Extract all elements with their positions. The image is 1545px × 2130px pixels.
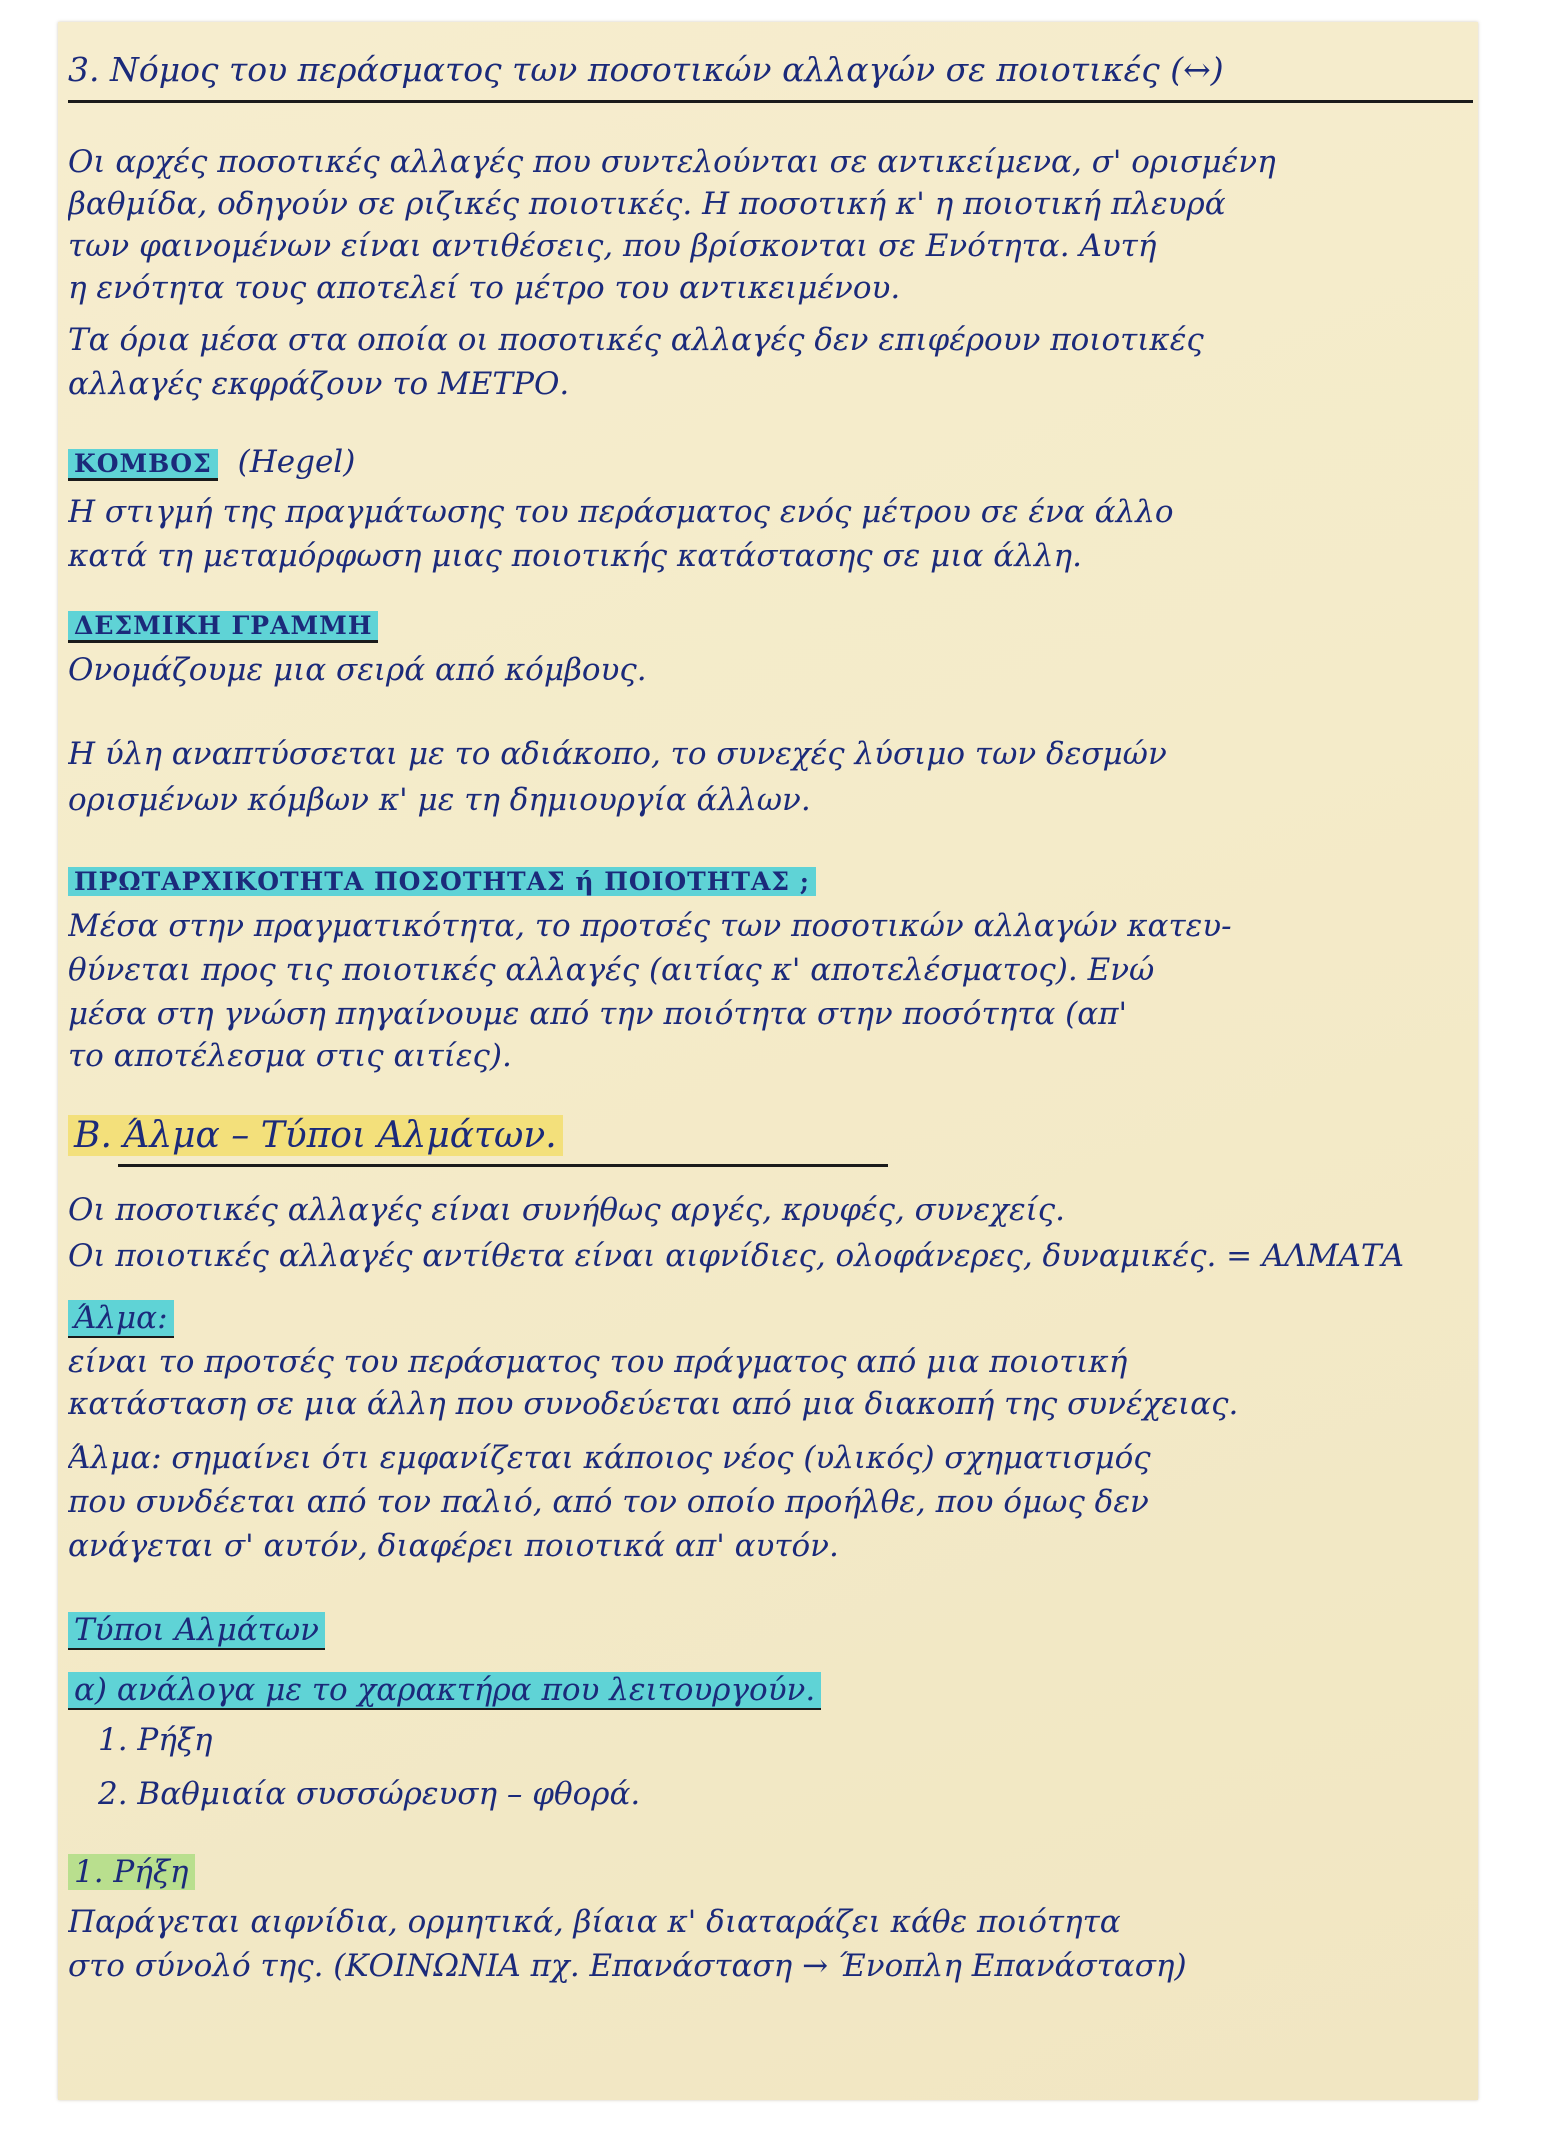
protarx-label: ΠΡΩΤΑΡΧΙΚΟΤΗΤΑ ΠΟΣΟΤΗΤΑΣ ή ΠΟΙΟΤΗΤΑΣ ; <box>68 867 816 896</box>
kombos-line-2: κατά τη μεταμόρφωση μιας ποιοτικής κατάστασης σε μια άλλη. <box>68 538 1082 574</box>
kombos-heading <box>68 442 1464 484</box>
rixi-line-1: Παράγεται αιφνίδια, ορμητικά, βίαια κ' διαταράζει κάθε ποιότητα <box>68 1904 1121 1940</box>
alma-line-1: είναι το προτσές του περάσματος του πράγματος από μια ποιοτική <box>68 1344 1128 1380</box>
desmiki-extra-line-2: ορισμένων κόμβων κ' με τη δημιουργία άλλων. <box>68 782 811 818</box>
rixi-label: 1. Ρήξη <box>68 1854 195 1890</box>
desmiki-heading <box>68 604 1464 646</box>
notebook-page <box>58 22 1478 2100</box>
kombos-note: (Hegel) <box>237 444 356 480</box>
section-3-line-2: βαθμίδα, οδηγούν σε ριζικές ποιοτικές. Η ποσοτική κ' η ποιοτική πλευρά <box>68 186 1226 222</box>
alma-def-line-2: που συνδέεται από τον παλιό, από τον οποίο προήλθε, που όμως δεν <box>68 1484 1149 1520</box>
alma-line-2: κατάσταση σε μια άλλη που συνοδεύεται από μια διακοπή της συνέχειας. <box>68 1386 1239 1422</box>
protarx-line-2: θύνεται προς τις ποιοτικές αλλαγές (αιτίας κ' αποτελέσματος). Ενώ <box>68 952 1155 988</box>
desmiki-line-1: Ονομάζουμε μια σειρά από κόμβους. <box>68 652 647 688</box>
types-item-1: 1. Ρήξη <box>98 1722 213 1758</box>
alma-heading <box>68 1298 1464 1338</box>
types-label: Τύποι Αλμάτων <box>68 1612 325 1650</box>
section-b-title-text: Β. Άλμα – Τύποι Αλμάτων. <box>68 1115 563 1156</box>
section-b-title <box>68 1112 1464 1160</box>
protarx-line-3: μέσα στη γνώση πηγαίνουμε από την ποιότητα στην ποσότητα (απ' <box>68 996 1128 1032</box>
types-item-2: 2. Βαθμιαία συσσώρευση – φθορά. <box>98 1776 641 1812</box>
section-3-line-3: των φαινομένων είναι αντιθέσεις, που βρίσκονται σε Ενότητα. Αυτή <box>68 228 1157 264</box>
section-3-metro-line-2: αλλαγές εκφράζουν το ΜΕΤΡΟ. <box>68 366 570 402</box>
protarx-heading <box>68 860 1464 902</box>
section-3-metro-line-1: Τα όρια μέσα στα οποία οι ποσοτικές αλλαγές δεν επιφέρουν ποιοτικές <box>68 322 1204 358</box>
desmiki-extra-line-1: Η ύλη αναπτύσσεται με το αδιάκοπο, το συνεχές λύσιμο των δεσμών <box>68 736 1167 772</box>
protarx-line-4: το αποτέλεσμα στις αιτίες). <box>68 1038 512 1074</box>
section-3-line-1: Οι αρχές ποσοτικές αλλαγές που συντελούνται σε αντικείμενα, σ' ορισμένη <box>68 144 1276 180</box>
rixi-line-2: στο σύνολό της. (ΚΟΙΝΩΝΙΑ πχ. Επανάσταση → Ένοπλη Επανάσταση) <box>68 1948 1187 1984</box>
alma-label: Άλμα: <box>68 1300 174 1338</box>
kombos-line-1: Η στιγμή της πραγμάτωσης του περάσματος ενός μέτρου σε ένα άλλο <box>68 494 1174 530</box>
types-heading <box>68 1610 1464 1650</box>
section-b-line-1: Οι ποσοτικές αλλαγές είναι συνήθως αργές, κρυφές, συνεχείς. <box>68 1192 1065 1228</box>
alma-def-line-3: ανάγεται σ' αυτόν, διαφέρει ποιοτικά απ' αυτόν. <box>68 1528 839 1564</box>
desmiki-label: ΔΕΣΜΙΚΗ ΓΡΑΜΜΗ <box>68 611 378 643</box>
types-sub: α) ανάλογα με το χαρακτήρα που λειτουργούν. <box>68 1672 821 1710</box>
kombos-label: ΚΟΜΒΟΣ <box>68 449 218 481</box>
title-rule <box>68 100 1473 103</box>
alma-def-line-1: Άλμα: σημαίνει ότι εμφανίζεται κάποιος νέος (υλικός) σχηματισμός <box>68 1440 1151 1476</box>
section-b-rule <box>118 1164 888 1167</box>
section-3-title: 3. Νόμος του περάσματος των ποσοτικών αλλαγών σε ποιοτικές (↔) <box>68 50 1224 89</box>
protarx-line-1: Μέσα στην πραγματικότητα, το προτσές των ποσοτικών αλλαγών κατευ- <box>68 908 1232 944</box>
types-sub-line <box>68 1670 1464 1710</box>
section-3-line-4: η ενότητα τους αποτελεί το μέτρο του αντικειμένου. <box>68 270 901 306</box>
section-b-line-2: Οι ποιοτικές αλλαγές αντίθετα είναι αιφνίδιες, ολοφάνερες, δυναμικές. = ΑΛΜΑΤΑ <box>68 1238 1404 1274</box>
rixi-heading <box>68 1852 1464 1892</box>
